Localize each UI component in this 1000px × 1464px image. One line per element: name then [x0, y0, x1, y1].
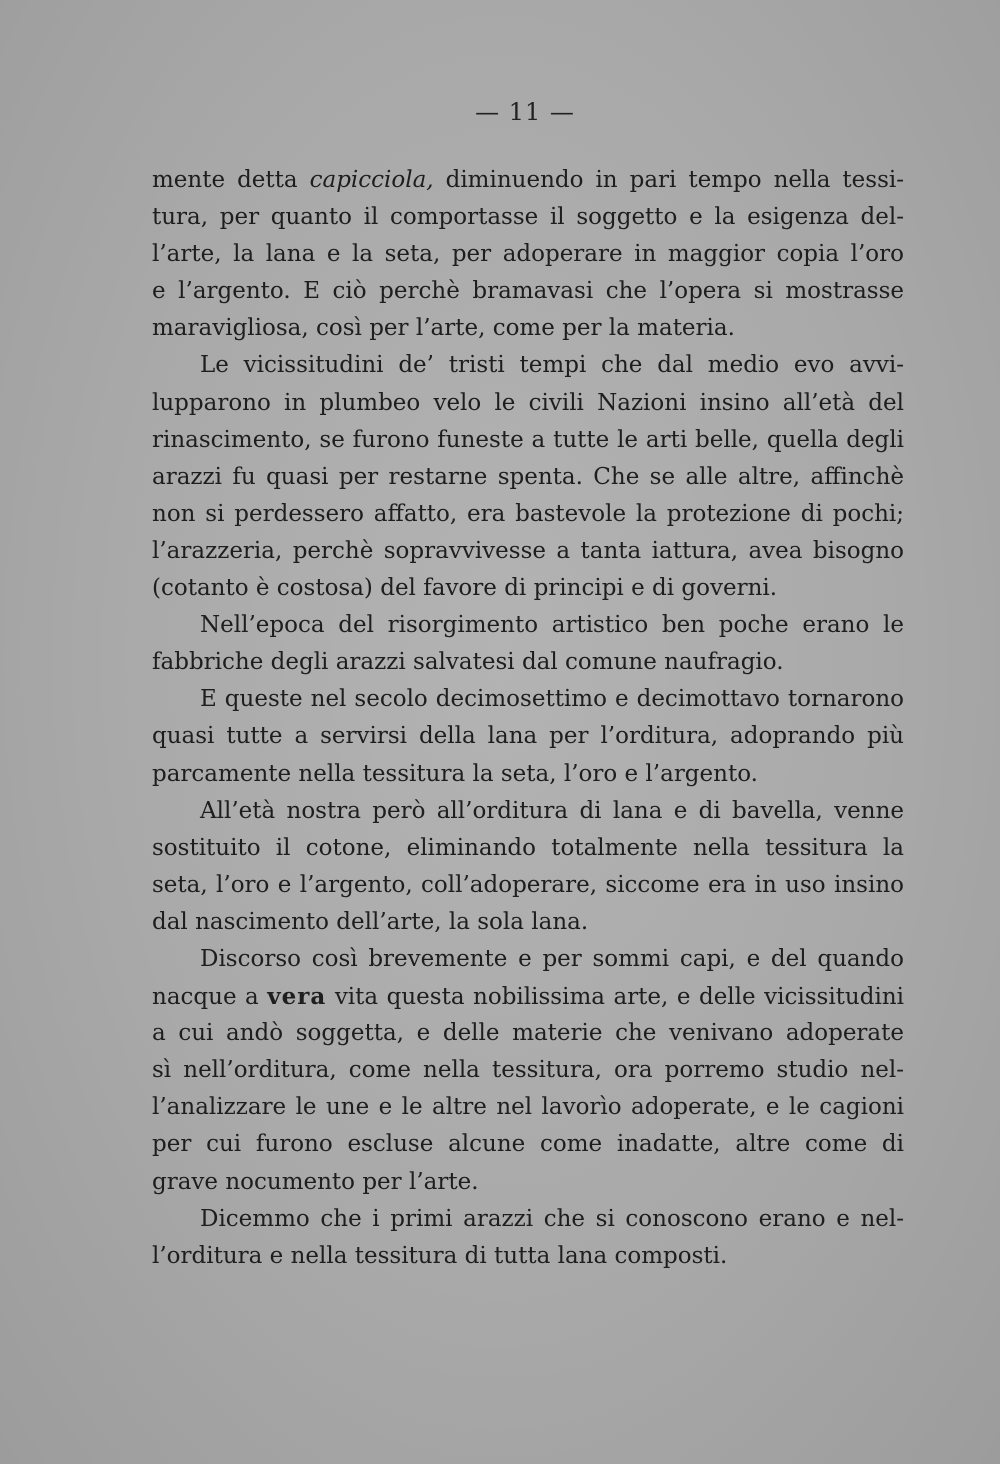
text-line: E queste nel secolo decimosettimo e decimottavo tornarono	[200, 686, 904, 713]
text-line: quasi tutte a servirsi della lana per l’orditura, adoprando più	[152, 723, 904, 750]
emphasized-term: capicciola,	[309, 167, 434, 193]
text-line: Dicemmo che i primi arazzi che si conoscono erano e nel-	[200, 1205, 904, 1232]
text-line: tura, per quanto il comportasse il soggetto e la esigenza del-	[152, 204, 904, 231]
text-line: a cui andò soggetta, e delle materie che venivano adoperate	[152, 1020, 904, 1047]
text-line: mente detta capicciola, diminuendo in pari tempo nella tessi-	[152, 167, 905, 193]
text-line: fabbriche degli arazzi salvatesi dal comune naufragio.	[152, 649, 784, 676]
text-line: maravigliosa, così per l’arte, come per la materia.	[152, 315, 735, 342]
paragraph	[152, 1201, 904, 1275]
text-line: l’analizzare le une e le altre nel lavorìo adoperate, e le cagioni	[152, 1094, 904, 1121]
text-line: Nell’epoca del risorgimento artistico ben poche erano le	[200, 612, 904, 639]
text-line: seta, l’oro e l’argento, coll’adoperare, siccome era in uso insino	[152, 871, 904, 898]
text-line: parcamente nella tessitura la seta, l’oro e l’argento.	[152, 760, 758, 787]
text-line: l’orditura e nella tessitura di tutta lana composti.	[152, 1242, 728, 1269]
text-line: Le vicissitudini de’ tristi tempi che dal medio evo avvi-	[200, 352, 904, 379]
text-line: per cui furono escluse alcune come inadatte, altre come di	[152, 1131, 904, 1158]
text-line: e l’argento. E ciò perchè bramavasi che l’opera si mostrasse	[152, 278, 904, 305]
text-line: arazzi fu quasi per restarne spenta. Che se alle altre, affinchè	[152, 463, 904, 490]
text-line: dal nascimento dell’arte, la sola lana.	[152, 908, 589, 935]
text-line: lupparono in plumbeo velo le civili Nazioni insino all’età del	[152, 389, 904, 416]
text-line: grave nocumento per l’arte.	[152, 1168, 479, 1195]
bold-term: vera	[267, 983, 327, 1011]
body-text	[152, 162, 904, 1275]
text-line: rinascimento, se furono funeste a tutte le arti belle, quella degli	[152, 426, 904, 453]
page-number: — 11 —	[475, 98, 575, 126]
text-line: sostituito il cotone, eliminando totalmente nella tessitura la	[152, 834, 904, 861]
text-line: Discorso così brevemente e per sommi capi, e del quando	[200, 945, 904, 972]
text-line: sì nell’orditura, come nella tessitura, ora porremo studio nel-	[152, 1057, 904, 1084]
text-line: non si perdessero affatto, era bastevole la protezione di pochi;	[152, 500, 904, 527]
text-line: l’arazzeria, perchè sopravvivesse a tanta iattura, avea bisogno	[152, 537, 904, 564]
paragraph	[152, 607, 904, 681]
text-line: nacque a vera vita questa nobilissima arte, e delle vicissitudini	[152, 983, 904, 1011]
paragraph	[152, 162, 904, 347]
text-line: All’età nostra però all’orditura di lana e di bavella, venne	[200, 797, 904, 824]
text-line: l’arte, la lana e la seta, per adoperare in maggior copia l’oro	[152, 241, 904, 268]
text-line: (cotanto è costosa) del favore di principi e di governi.	[152, 575, 778, 602]
paragraph	[152, 793, 904, 941]
paragraph	[152, 681, 904, 792]
paragraph	[152, 347, 904, 607]
paragraph	[152, 941, 904, 1201]
